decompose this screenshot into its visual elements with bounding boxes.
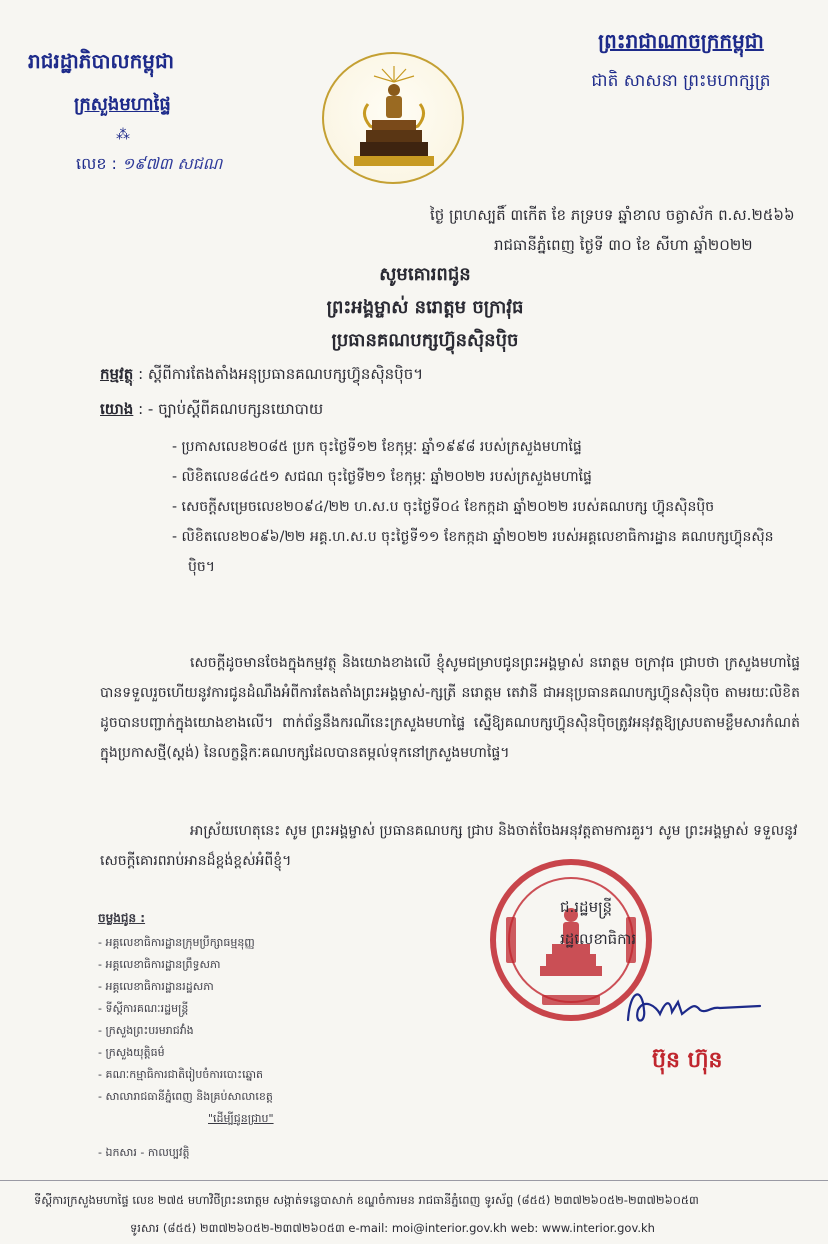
ref-label: លេខ : [76,154,117,173]
addressee-title: ប្រធានគណបក្សហ៊្វុនស៊ិនប៉ិច [331,330,519,351]
reference-item: - សេចក្តីសម្រេចលេខ២០៩៤/២២ ហ.ស.ប ចុះថ្ងៃទី០៤ ខែកក្កដា ឆ្នាំ២០២២ របស់គណបក្ស ហ៊្វុនស៊ិនប៉ិច [172,499,715,515]
header-right [556,28,806,95]
kingdom-title: ព្រះរាជាណាចក្រកម្ពុជា [598,29,764,53]
recipient-item: - ទីស្តីការគណៈរដ្ឋមន្ត្រី [98,1002,189,1015]
addressee-block [200,262,650,355]
reference-item: : - ច្បាប់ស្តីពីគណបក្សនយោបាយ [138,400,324,418]
addressee-salutation: សូមគោរពជូន [379,264,471,285]
national-motto: ជាតិ សាសនា ព្រះមហាក្សត្រ [591,71,771,91]
reference-item: - ប្រកាសលេខ២០៨៥ ប្រក ចុះថ្ងៃទី១២ ខែកុម្ភៈ ឆ្នាំ១៩៩៨ របស់ក្រសួងមហាផ្ទៃ [172,439,582,455]
footer-contact: ទូរសារ (៨៥៥) ២៣៧២៦០៥២-២៣៧២៦០៥៣ e-mail: moi@interior.gov.kh web: www.interior.gov.kh [130,1221,655,1235]
addressee-name: ព្រះអង្គម្ចាស់ នរោត្តម ចក្រាវុធ [326,297,524,318]
government-title: រាជរដ្ឋាភិបាលកម្ពុជា [28,49,174,73]
references-list [172,432,792,582]
recipients-list [98,910,358,1164]
subject-line [100,365,423,387]
signatory-title-2: រដ្ឋលេខាធិការ [560,930,637,948]
recipient-item: - អគ្គលេខាធិការដ្ឋានរដ្ឋសភា [98,980,214,993]
ministry-emblem-icon [322,52,464,184]
reference-item: - លិខិតលេខ២០៩៦/២២ អគ្គ.ហ.ស.ប ចុះថ្ងៃទី១១ ខែកក្កដា ឆ្នាំ២០២២ របស់អគ្គលេខាធិការដ្ឋាន គណបក្សហ៊្វុនស៊ិនប៉ិច។ [172,529,774,575]
subject-text: : ស្តីពីការតែងតាំងអនុប្រធានគណបក្សហ៊្វុនស៊ិនប៉ិច។ [138,365,424,383]
signatory-name: ប៊ុន ហ៊ុន [652,1048,723,1073]
subject-label: កម្មវត្ថុ [100,365,134,383]
footer [0,1180,828,1235]
lunar-date: ថ្ងៃ ព្រហស្បតិ៍ ៣កើត ខែ ភទ្របទ ឆ្នាំខាល ចត្វាស័ក ព.ស.២៥៦៦ [430,206,795,224]
recipient-item: - ក្រសួងយុត្តិធម៌ [98,1046,165,1059]
ref-number: ១៩៧៣ សជណ [122,154,223,173]
references-label: យោង [100,400,134,418]
signatory-title-1: ជ.រដ្ឋមន្ត្រី [560,898,613,916]
archive-line: - ឯកសារ - កាលប្បវត្តិ [98,1146,190,1159]
recipient-item: - គណៈកម្មាធិការជាតិរៀបចំការបោះឆ្នោត [98,1068,264,1081]
footer-address: ទីស្តីការក្រសួងមហាផ្ទៃ លេខ ២៧៥ មហាវិថីព្រះនរោត្តម សង្កាត់ទន្លេបាសាក់ ខណ្ឌចំការមន រាជធានីភ្នំពេញ ទូរស័ព្ទ (៨៥៥) ២៣៧២៦០៥២-២៣៧២៦០៥៣ [34,1193,699,1207]
recipient-item: - អគ្គលេខាធិការដ្ឋានព្រឹទ្ធសភា [98,958,221,971]
ornament-divider: ⁂ [116,127,132,143]
recipient-item: - អគ្គលេខាធិការដ្ឋានក្រុមប្រឹក្សាធម្មនុញ្ញ [98,936,255,949]
reference-item: - លិខិតលេខ៨៤៥១ សជណ ចុះថ្ងៃទី២១ ខែកុម្ភៈ ឆ្នាំ២០២២ របស់ក្រសួងមហាផ្ទៃ [172,469,592,485]
handwritten-signature-icon [620,980,770,1030]
solar-date: រាជធានីភ្នំពេញ ថ្ងៃទី ៣០ ខែ សីហា ឆ្នាំ២០២២ [494,236,753,254]
recipients-note: "ដើម្បីជូនជ្រាប" [208,1112,274,1125]
reference-number [76,153,258,177]
recipients-title: ចម្លងជូន : [98,911,146,925]
header-left [28,48,258,177]
recipient-item: - ក្រសួងព្រះបរមរាជវាំង [98,1024,194,1037]
recipient-item: - សាលារាជធានីភ្នំពេញ និងគ្រប់សាលាខេត្ត [98,1090,273,1103]
references-label-line [100,400,323,422]
ministry-title: ក្រសួងមហាផ្ទៃ [74,94,171,115]
body-paragraph-1: សេចក្តីដូចមានចែងក្នុងកម្មវត្ថុ និងយោងខាងលើ ខ្ញុំសូមជម្រាបជូនព្រះអង្គម្ចាស់ នរោត្តម ចក្រាវុធ ជ្រាបថា ក្រសួងមហាផ្ទៃបានទទួលរួចហើយនូវការជូនដំណឹងអំពីការតែងតាំងព្រះអង្គម្ចាស់-ក្សត្រី នរោត្តម តេវានី ជាអនុប្រធានគណបក្សហ៊្វុនស៊ិនប៉ិច តាមរយៈលិខិតដូចបានបញ្ជាក់ក្នុងយោងខាងលើ។ ពាក់ព័ន្ធនឹងករណីនេះក្រសួងមហាផ្ទៃ ស្នើឱ្យគណបក្សហ៊្វុនស៊ិនប៉ិចត្រូវអនុវត្តឱ្យស្របតាមខ្លឹមសារកំណត់ក្នុងប្រកាសថ្មី(ស្តង់) នៃលក្ខន្តិកៈគណបក្សដែលបានតម្កល់ទុកនៅក្រសួងមហាផ្ទៃ។ [100,655,800,761]
body-paragraph-2: អាស្រ័យហេតុនេះ សូម ព្រះអង្គម្ចាស់ ប្រធានគណបក្ស ជ្រាប និងចាត់ចែងអនុវត្តតាមការគួរ។ សូម ព្រះអង្គម្ចាស់ ទទួលនូវសេចក្តីគោរពរាប់អានដ៏ខ្ពង់ខ្ពស់អំពីខ្ញុំ។ [100,823,798,869]
